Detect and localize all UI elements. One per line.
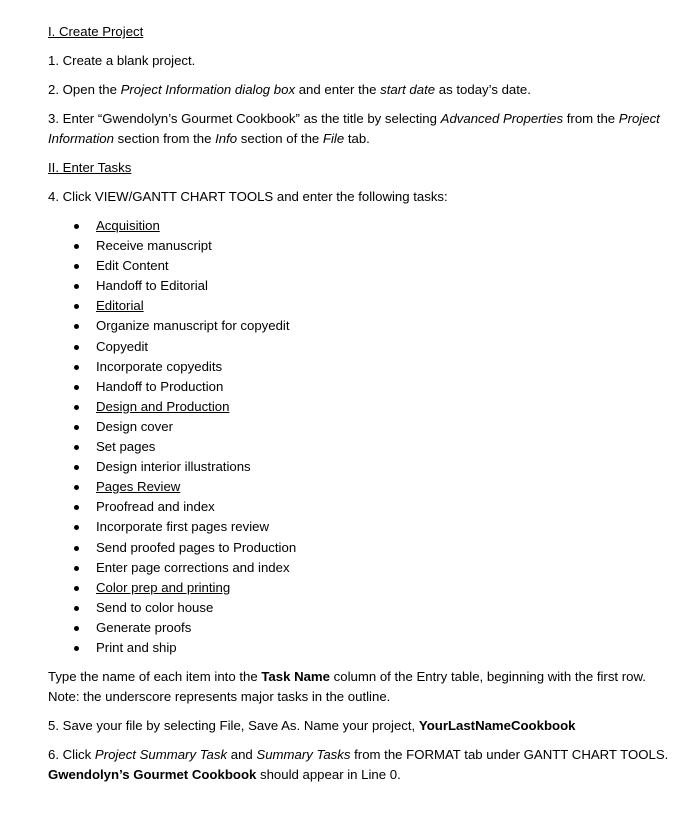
bullet-icon bbox=[74, 445, 79, 450]
task-item bbox=[48, 538, 678, 558]
task-item bbox=[48, 598, 678, 618]
task-label: Incorporate first pages review bbox=[96, 519, 269, 535]
task-label: Edit Content bbox=[96, 258, 169, 274]
task-label: Handoff to Production bbox=[96, 378, 224, 394]
section-heading-enter-tasks: II. Enter Tasks bbox=[48, 160, 132, 175]
task-item bbox=[48, 337, 678, 357]
bullet-icon bbox=[74, 304, 79, 309]
task-label: Pages Review bbox=[96, 479, 181, 495]
task-label: Receive manuscript bbox=[96, 238, 212, 254]
task-item-major bbox=[48, 578, 678, 598]
task-item-major bbox=[48, 397, 678, 417]
instruction-task-name: Type the name of each item into the Task Name column of the Entry table, beginning with the first row. Note: the underscore represents major tasks in the outline. bbox=[48, 669, 646, 705]
task-item-major bbox=[48, 216, 678, 236]
task-label: Editorial bbox=[96, 298, 144, 314]
bullet-icon bbox=[74, 485, 79, 490]
task-item bbox=[48, 497, 678, 517]
bullet-icon bbox=[74, 345, 79, 350]
task-label: Enter page corrections and index bbox=[96, 559, 290, 575]
bullet-icon bbox=[74, 405, 79, 410]
task-item bbox=[48, 316, 678, 336]
task-label: Design and Production bbox=[96, 398, 230, 414]
task-label: Send proofed pages to Production bbox=[96, 539, 297, 555]
step-5: 5. Save your file by selecting File, Save As. Name your project, YourLastNameCookbook bbox=[48, 718, 576, 734]
bullet-icon bbox=[74, 324, 79, 329]
task-item bbox=[48, 417, 678, 437]
bullet-icon bbox=[74, 284, 79, 289]
bullet-icon bbox=[74, 365, 79, 370]
bullet-icon bbox=[74, 546, 79, 551]
task-label: Incorporate copyedits bbox=[96, 358, 223, 374]
task-item bbox=[48, 618, 678, 638]
task-item bbox=[48, 517, 678, 537]
task-item bbox=[48, 276, 678, 296]
bullet-icon bbox=[74, 586, 79, 591]
task-label: Print and ship bbox=[96, 639, 177, 655]
task-label: Generate proofs bbox=[96, 619, 192, 635]
bullet-icon bbox=[74, 566, 79, 571]
bullet-icon bbox=[74, 646, 79, 651]
bullet-icon bbox=[74, 385, 79, 390]
bullet-icon bbox=[74, 224, 79, 229]
task-label: Design cover bbox=[96, 418, 173, 434]
bullet-icon bbox=[74, 525, 79, 530]
step-2: 2. Open the Project Information dialog box and enter the start date as today’s date. bbox=[48, 82, 531, 97]
bullet-icon bbox=[74, 425, 79, 430]
task-label: Set pages bbox=[96, 439, 156, 455]
task-list bbox=[48, 216, 678, 658]
task-label: Proofread and index bbox=[96, 499, 215, 515]
task-label: Send to color house bbox=[96, 599, 214, 615]
bullet-icon bbox=[74, 606, 79, 611]
task-item bbox=[48, 457, 678, 477]
step-3: 3. Enter “Gwendolyn’s Gourmet Cookbook” as the title by selecting Advanced Properties from the Project Information section from the Info section of the File tab. bbox=[48, 111, 660, 146]
task-item bbox=[48, 638, 678, 658]
step-4: 4. Click VIEW/GANTT CHART TOOLS and enter the following tasks: bbox=[48, 189, 448, 204]
bullet-icon bbox=[74, 264, 79, 269]
task-item bbox=[48, 558, 678, 578]
bullet-icon bbox=[74, 465, 79, 470]
task-label: Copyedit bbox=[96, 338, 149, 354]
section-heading-create-project: I. Create Project bbox=[48, 24, 144, 39]
task-label: Color prep and printing bbox=[96, 579, 231, 595]
task-item bbox=[48, 377, 678, 397]
task-item-major bbox=[48, 296, 678, 316]
task-label: Acquisition bbox=[96, 218, 160, 233]
task-item-major bbox=[48, 477, 678, 497]
task-item bbox=[48, 357, 678, 377]
task-label: Handoff to Editorial bbox=[96, 278, 208, 294]
bullet-icon bbox=[74, 505, 79, 510]
task-label: Design interior illustrations bbox=[96, 459, 251, 475]
bullet-icon bbox=[74, 244, 79, 249]
task-item bbox=[48, 236, 678, 256]
step-1: 1. Create a blank project. bbox=[48, 53, 196, 68]
task-item bbox=[48, 437, 678, 457]
step-6: 6. Click Project Summary Task and Summary Tasks from the FORMAT tab under GANTT CHART TOOLS. Gwendolyn’s Gourmet Cookbook should appear in Line 0. bbox=[48, 747, 669, 783]
bullet-icon bbox=[74, 626, 79, 631]
document-page bbox=[48, 22, 678, 785]
task-label: Organize manuscript for copyedit bbox=[96, 318, 290, 334]
task-item bbox=[48, 256, 678, 276]
